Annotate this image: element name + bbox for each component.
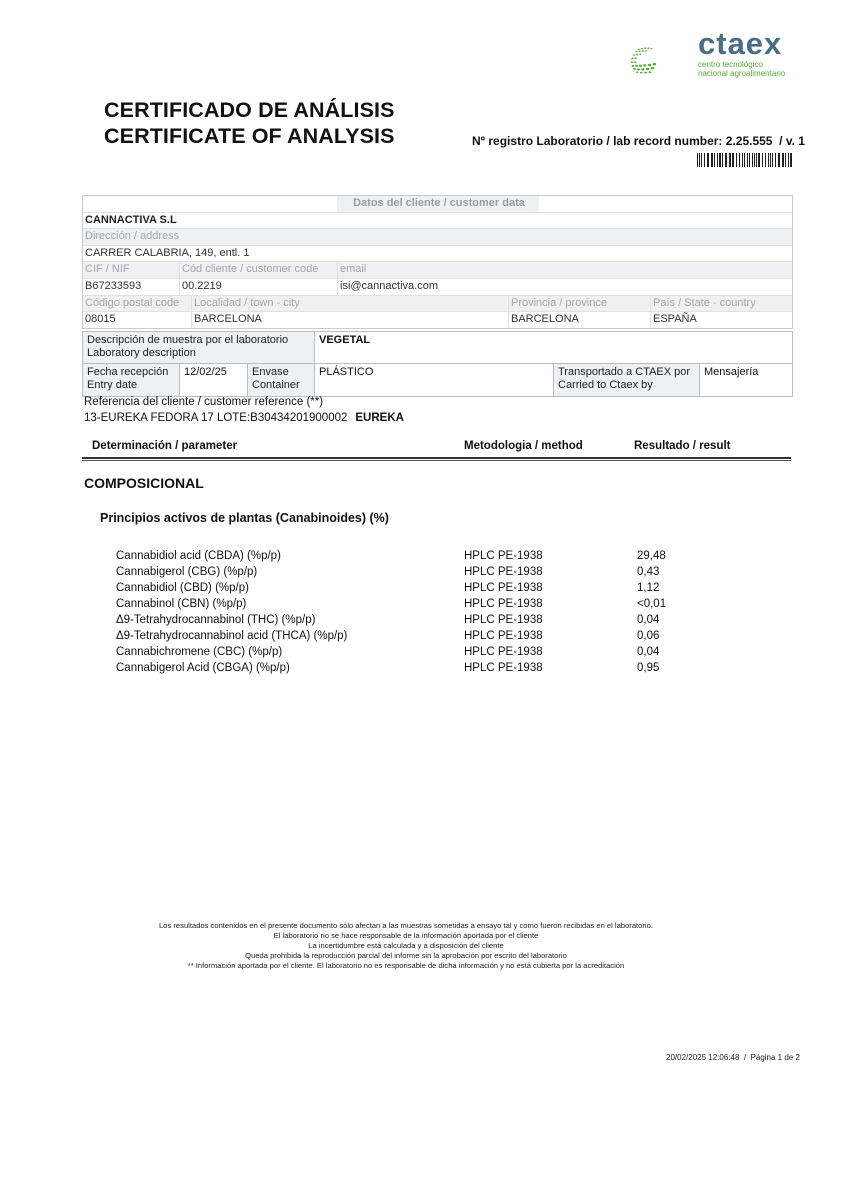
result-method: HPLC PE-1938 xyxy=(464,614,543,626)
col-method: Metodologia / method xyxy=(464,440,583,452)
address-label: Dirección / address xyxy=(85,230,180,243)
town-value: BARCELONA xyxy=(191,312,508,328)
result-value: 29,48 xyxy=(637,550,666,562)
result-method: HPLC PE-1938 xyxy=(464,566,543,578)
result-row xyxy=(0,548,848,564)
country-label: País / State - country xyxy=(650,296,792,312)
result-parameter: Cannabigerol Acid (CBGA) (%p/p) xyxy=(116,662,290,674)
result-parameter: Cannabinol (CBN) (%p/p) xyxy=(116,598,247,610)
footer-notes xyxy=(0,921,812,971)
customer-reference-label: Referencia del cliente / customer reference (**) xyxy=(84,396,324,408)
result-value: 0,43 xyxy=(637,566,660,578)
ctaex-logo-icon xyxy=(630,26,698,96)
result-row xyxy=(0,628,848,644)
result-value: 0,04 xyxy=(637,614,660,626)
province-value: BARCELONA xyxy=(508,312,650,328)
postal-code-label: Código postal code xyxy=(85,296,180,309)
result-row xyxy=(0,612,848,628)
town-label: Localidad / town - city xyxy=(191,296,508,312)
cif-label: CIF / NIF xyxy=(85,263,130,276)
result-parameter: Cannabigerol (CBG) (%p/p) xyxy=(116,566,258,578)
sample-info-table xyxy=(82,331,793,397)
entry-date-label: Fecha recepción Entry date xyxy=(83,364,179,396)
footer-note: La incertidumbre está calculada y a disposición del cliente xyxy=(308,941,504,950)
postal-code-value: 08015 xyxy=(85,313,116,326)
logo-wordmark: ctaex xyxy=(698,26,783,61)
result-value: <0,01 xyxy=(637,598,667,610)
customer-reference-value: 13-EUREKA FEDORA 17 LOTE:B30434201900002 EUREKA xyxy=(84,412,404,424)
cif-value: B67233593 xyxy=(85,279,142,292)
email-value: isi@cannactiva.com xyxy=(337,279,792,295)
result-method: HPLC PE-1938 xyxy=(464,598,543,610)
footer-note: Queda prohibida la reproducción parcial del informe sin la aprobación por escrito del laboratorio xyxy=(245,951,567,960)
container-value: PLÁSTICO xyxy=(314,364,553,396)
footer-note: El laboratorio no se hace responsable de la información aportada por el cliente xyxy=(273,931,539,940)
result-row xyxy=(0,596,848,612)
results-list xyxy=(0,548,848,676)
country-value: ESPAÑA xyxy=(650,312,792,328)
record-number-value: 2.25.555 xyxy=(725,134,773,148)
title-es: CERTIFICADO DE ANÁLISIS xyxy=(104,98,395,122)
col-result: Resultado / result xyxy=(634,440,731,452)
section-title: COMPOSICIONAL xyxy=(84,475,204,491)
title-en: CERTIFICATE OF ANALYSIS xyxy=(104,124,395,148)
logo-subtitle: centro tecnológico nacional agroalimentario xyxy=(698,60,786,78)
footer-stamp: 20/02/2025 12:06:48 / Página 1 de 2 xyxy=(666,1053,800,1062)
customer-code-value: 00.2219 xyxy=(179,279,337,295)
print-timestamp: 20/02/2025 12:06:48 xyxy=(666,1053,740,1062)
result-method: HPLC PE-1938 xyxy=(464,550,543,562)
result-parameter: Δ9-Tetrahydrocannabinol acid (THCA) (%p/p) xyxy=(116,630,348,642)
result-row xyxy=(0,660,848,676)
result-value: 0,06 xyxy=(637,630,660,642)
result-parameter: Cannabidiol (CBD) (%p/p) xyxy=(116,582,249,594)
lab-description-label: Descripción de muestra por el laboratorio Laboratory description xyxy=(83,332,314,363)
lab-record-number: Nº registro Laboratorio / lab record number: 2.25.555 / v. 1 xyxy=(472,134,805,148)
record-version: / v. 1 xyxy=(779,134,805,148)
customer-name: CANNACTIVA S.L xyxy=(85,213,177,226)
document-title xyxy=(104,97,395,149)
customer-data-table xyxy=(82,195,793,329)
header-divider-thin xyxy=(82,460,791,461)
result-method: HPLC PE-1938 xyxy=(464,662,543,674)
carried-by-label: Transportado a CTAEX por Carried to Ctaex by xyxy=(553,364,699,396)
reference-bold: EUREKA xyxy=(355,412,404,424)
barcode-icon xyxy=(697,153,793,167)
customer-data-header: Datos del cliente / customer data xyxy=(337,196,539,212)
subsection-title: Principios activos de plantas (Canabinoides) (%) xyxy=(100,511,389,525)
province-label: Provincia / province xyxy=(508,296,650,312)
col-parameter: Determinación / parameter xyxy=(92,440,238,452)
result-row xyxy=(0,564,848,580)
customer-code-label: Cód cliente / customer code xyxy=(179,262,337,278)
footer-note: ** Información aportada por el cliente. El laboratorio no es responsable de dicha información y no está cubierta por la acreditación xyxy=(187,961,625,970)
result-parameter: Cannabidiol acid (CBDA) (%p/p) xyxy=(116,550,281,562)
result-value: 1,12 xyxy=(637,582,660,594)
carried-by-value: Mensajería xyxy=(699,364,792,396)
result-parameter: Cannabichromene (CBC) (%p/p) xyxy=(116,646,283,658)
lab-description-value: VEGETAL xyxy=(314,332,792,363)
result-row xyxy=(0,580,848,596)
entry-date-value: 12/02/25 xyxy=(179,364,247,396)
page-number: Página 1 de 2 xyxy=(750,1053,800,1062)
result-value: 0,95 xyxy=(637,662,660,674)
result-method: HPLC PE-1938 xyxy=(464,630,543,642)
result-method: HPLC PE-1938 xyxy=(464,582,543,594)
result-method: HPLC PE-1938 xyxy=(464,646,543,658)
result-value: 0,04 xyxy=(637,646,660,658)
container-label: Envase Container xyxy=(247,364,314,396)
footer-note: Los resultados contenidos en el presente documento sólo afectan a las muestras sometidas a ensayo tal y como fueron recibidas en el laboratorio. xyxy=(159,921,653,930)
result-row xyxy=(0,644,848,660)
result-parameter: Δ9-Tetrahydrocannabinol (THC) (%p/p) xyxy=(116,614,316,626)
header-divider xyxy=(82,457,791,459)
email-label: email xyxy=(337,262,792,278)
address-value: CARRER CALABRIA, 149, entl. 1 xyxy=(85,246,250,259)
